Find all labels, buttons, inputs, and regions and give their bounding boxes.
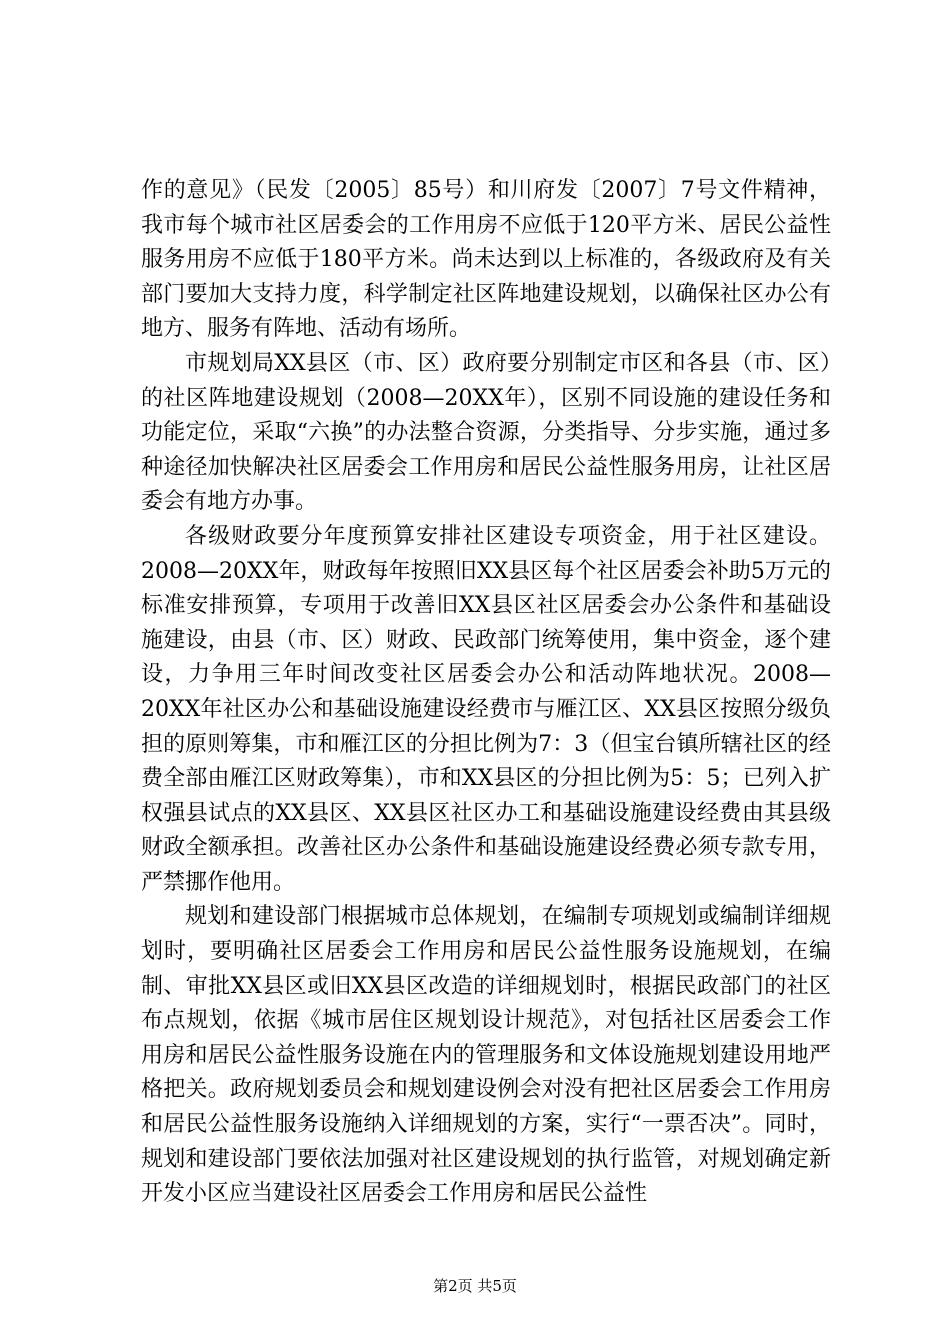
paragraph-3: 各级财政要分年度预算安排社区建设专项资金，用于社区建设。2008—20XX年，财政每年按照旧XX县区每个社区居委会补助5万元的标准安排预算，专项用于改善旧XX县区社区居委会办公条件和基础设施建设，由县（市、区）财政、民政部门统筹使用，集中资金，逐个建设，力争用三年时间改变社区居委会办公和活动阵地状况。2008—20XX年社区办公和基础设施建设经费市与雁江区、XX县区按照分级负担的原则筹集，市和雁江区的分担比例为7：3（但宝台镇所辖社区的经费全部由雁江区财政筹集），市和XX县区的分担比例为5：5；已列入扩权强县试点的XX县区、XX县区社区办工和基础设施建设经费由其县级财政全额承担。改善社区办公条件和基础设施建设经费必须专款专用，严禁挪作他用。 [141,523,831,895]
paragraph-1: 作的意见》（民发〔2005〕85号）和川府发〔2007〕7号文件精神，我市每个城市社区居委会的工作用房不应低于120平方米、居民公益性服务用房不应低于180平方米。尚未达到以上标准的，各级政府及有关部门要加大支持力度，科学制定社区阵地建设规划，以确保社区办公有地方、服务有阵地、活动有场所。 [141,178,831,342]
page-number-footer: 第2页 共5页 [433,1277,517,1295]
document-body [141,174,831,1212]
paragraph-2: 市规划局XX县区（市、区）政府要分别制定市区和各县（市、区）的社区阵地建设规划（2008—20XX年），区别不同设施的建设任务和功能定位，采取“六换”的办法整合资源，分类指导、分步实施，通过多种途径加快解决社区居委会工作用房和居民公益性服务用房，让社区居委会有地方办事。 [141,350,831,515]
paragraph-4: 规划和建设部门根据城市总体规划，在编制专项规划或编制详细规划时，要明确社区居委会工作用房和居民公益性服务设施规划，在编制、审批XX县区或旧XX县区改造的详细规划时，根据民政部门的社区布点规划，依据《城市居住区规划设计规范》，对包括社区居委会工作用房和居民公益性服务设施在内的管理服务和文体设施规划建设用地严格把关。政府规划委员会和规划建设例会对没有把社区居委会工作用房和居民公益性服务设施纳入详细规划的方案，实行“一票否决”。同时，规划和建设部门要依法加强对社区建设规划的执行监管，对规划确定新开发小区应当建设社区居委会工作用房和居民公益性 [141,904,831,1207]
